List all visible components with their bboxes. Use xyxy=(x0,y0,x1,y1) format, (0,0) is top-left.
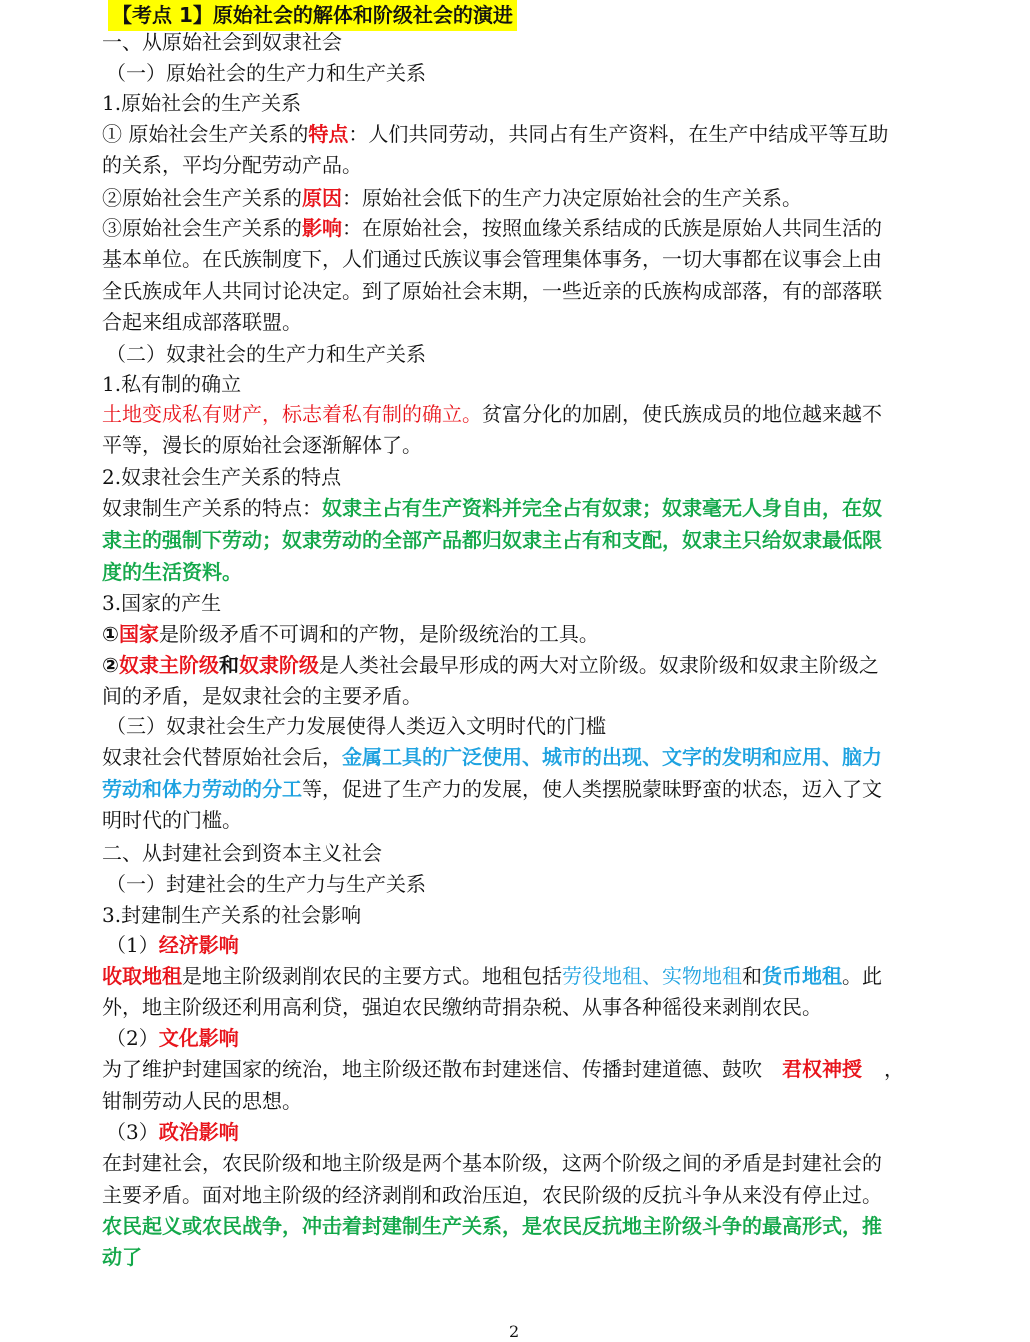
text-span: ：原始社会低下的生产力决定原始社会的生产关系。 xyxy=(342,186,802,210)
paragraph-line: 全氏族成年人共同讨论决定。到了原始社会末期，一些近亲的氏族构成部落，有的部落联 xyxy=(102,279,882,303)
subsection-title: （二）奴隶社会的生产力和生产关系 xyxy=(106,342,426,366)
text-span: 。此 xyxy=(842,964,882,988)
subsection-title: （一）封建社会的生产力与生产关系 xyxy=(106,872,426,896)
sub-item-title xyxy=(106,930,941,961)
paragraph-line: 外，地主阶级还利用高利贷，强迫农民缴纳苛捐杂税、从事各种徭役来剥削农民。 xyxy=(102,995,822,1019)
paragraph-line: 的关系，平均分配劳动产品。 xyxy=(102,153,362,177)
section-heading: 【考点 1】原始社会的解体和阶级社会的演进 xyxy=(108,0,517,31)
text-span: ② xyxy=(102,653,119,677)
text-span: 奴隶社会代替原始社会后， xyxy=(102,745,342,769)
text-span: 是人类社会最早形成的两大对立阶级。奴隶阶级和奴隶主阶级之 xyxy=(318,653,879,677)
text-span: （2） xyxy=(106,1026,159,1050)
paragraph-line xyxy=(102,119,937,150)
text-span: （3） xyxy=(106,1120,159,1144)
text-span: ， xyxy=(884,1057,904,1081)
keyword-span: 政治影响 xyxy=(158,1120,239,1144)
paragraph-line: 基本单位。在氏族制度下，人们通过氏族议事会管理集体事务，一切大事都在议事会上由 xyxy=(102,247,882,271)
item-title: 1.私有制的确立 xyxy=(102,372,242,396)
highlight-span: 劳役地租、实物地租 xyxy=(562,964,742,988)
text-span: ① xyxy=(102,622,119,646)
keyword-span: 劳动和体力劳动的分工 xyxy=(102,777,302,801)
text-span: 和 xyxy=(218,653,239,677)
keyword-span: 君权神授 xyxy=(782,1057,862,1081)
paragraph-line: 度的生活资料。 xyxy=(102,560,242,584)
text-span: ：人们共同劳动，共同占有生产资料，在生产中结成平等互助 xyxy=(348,122,889,146)
paragraph-line: 钳制劳动人民的思想。 xyxy=(102,1089,302,1113)
highlight-span: 土地变成私有财产，标志着私有制的确立。 xyxy=(102,402,482,426)
paragraph-line xyxy=(102,742,937,773)
paragraph-line: 间的矛盾，是奴隶社会的主要矛盾。 xyxy=(102,684,422,708)
item-title: 2.奴隶社会生产关系的特点 xyxy=(102,465,342,489)
item-title: 1.原始社会的生产关系 xyxy=(102,91,302,115)
subsection-title: （一）原始社会的生产力和生产关系 xyxy=(106,61,426,85)
text-span: （1） xyxy=(106,933,159,957)
paragraph-line xyxy=(102,961,937,992)
keyword-span: 文化影响 xyxy=(158,1026,239,1050)
paragraph-line: 动了 xyxy=(102,1245,142,1269)
sub-item-title xyxy=(106,1023,941,1054)
text-span: 贫富分化的加剧，使氏族成员的地位越来越不 xyxy=(482,402,882,426)
keyword-span: 特点 xyxy=(308,122,349,146)
paragraph-line xyxy=(102,1054,937,1085)
keyword-span: 货币地租 xyxy=(762,964,842,988)
text-span: 是阶级矛盾不可调和的产物，是阶级统治的工具。 xyxy=(158,622,599,646)
keyword-span: 国家 xyxy=(118,622,159,646)
paragraph-line: 明时代的门槛。 xyxy=(102,808,242,832)
keyword-span: 原因 xyxy=(302,186,342,210)
subsection-title: （三）奴隶社会生产力发展使得人类迈入文明时代的门槛 xyxy=(106,714,606,738)
keyword-span: 收取地租 xyxy=(102,964,182,988)
paragraph-line xyxy=(102,774,937,805)
paragraph-line xyxy=(102,213,937,244)
paragraph-line xyxy=(102,493,937,524)
item-title: 3.封建制生产关系的社会影响 xyxy=(102,903,362,927)
section-title: 二、从封建社会到资本主义社会 xyxy=(102,841,382,865)
text-span: ③原始社会生产关系的 xyxy=(102,216,302,240)
keyword-span: 奴隶主阶级 xyxy=(118,653,219,677)
text-span: ① 原始社会生产关系的 xyxy=(102,122,309,146)
paragraph-line: 合起来组成部落联盟。 xyxy=(102,310,302,334)
page-number: 2 xyxy=(509,1322,520,1341)
text-span: 为了维护封建国家的统治，地主阶级还散布封建迷信、传播封建道德、鼓吹 xyxy=(102,1057,762,1081)
paragraph-line xyxy=(102,399,937,430)
section-title: 一、从原始社会到奴隶社会 xyxy=(102,30,342,54)
item-title: 3.国家的产生 xyxy=(102,591,222,615)
text-span: ：在原始社会，按照血缘关系结成的氏族是原始人共同生活的 xyxy=(342,216,882,240)
keyword-span: 经济影响 xyxy=(158,933,239,957)
paragraph-line: 农民起义或农民战争，冲击着封建制生产关系，是农民反抗地主阶级斗争的最高形式，推 xyxy=(102,1214,882,1238)
paragraph-line: 主要矛盾。面对地主阶级的经济剥削和政治压迫，农民阶级的反抗斗争从来没有停止过。 xyxy=(102,1183,882,1207)
paragraph-line: 在封建社会，农民阶级和地主阶级是两个基本阶级，这两个阶级之间的矛盾是封建社会的 xyxy=(102,1151,882,1175)
text-span: 等，促进了生产力的发展，使人类摆脱蒙昧野蛮的状态，迈入了文 xyxy=(302,777,882,801)
paragraph-line xyxy=(102,619,937,650)
text-span: ②原始社会生产关系的 xyxy=(102,186,302,210)
paragraph-line xyxy=(102,650,937,681)
keyword-span: 奴隶主占有生产资料并完全占有奴隶；奴隶毫无人身自由，在奴 xyxy=(322,496,882,520)
keyword-span: 影响 xyxy=(302,216,342,240)
paragraph-line: 平等，漫长的原始社会逐渐解体了。 xyxy=(102,433,422,457)
text-span: 是地主阶级剥削农民的主要方式。地租包括 xyxy=(182,964,562,988)
keyword-span: 奴隶阶级 xyxy=(238,653,319,677)
keyword-span: 金属工具的广泛使用、城市的出现、文字的发明和应用、脑力 xyxy=(342,745,882,769)
text-span: 和 xyxy=(742,964,762,988)
paragraph-line xyxy=(102,183,937,214)
sub-item-title xyxy=(106,1117,941,1148)
text-span: 奴隶制生产关系的特点： xyxy=(102,496,322,520)
paragraph-line: 隶主的强制下劳动；奴隶劳动的全部产品都归奴隶主占有和支配，奴隶主只给奴隶最低限 xyxy=(102,528,882,552)
